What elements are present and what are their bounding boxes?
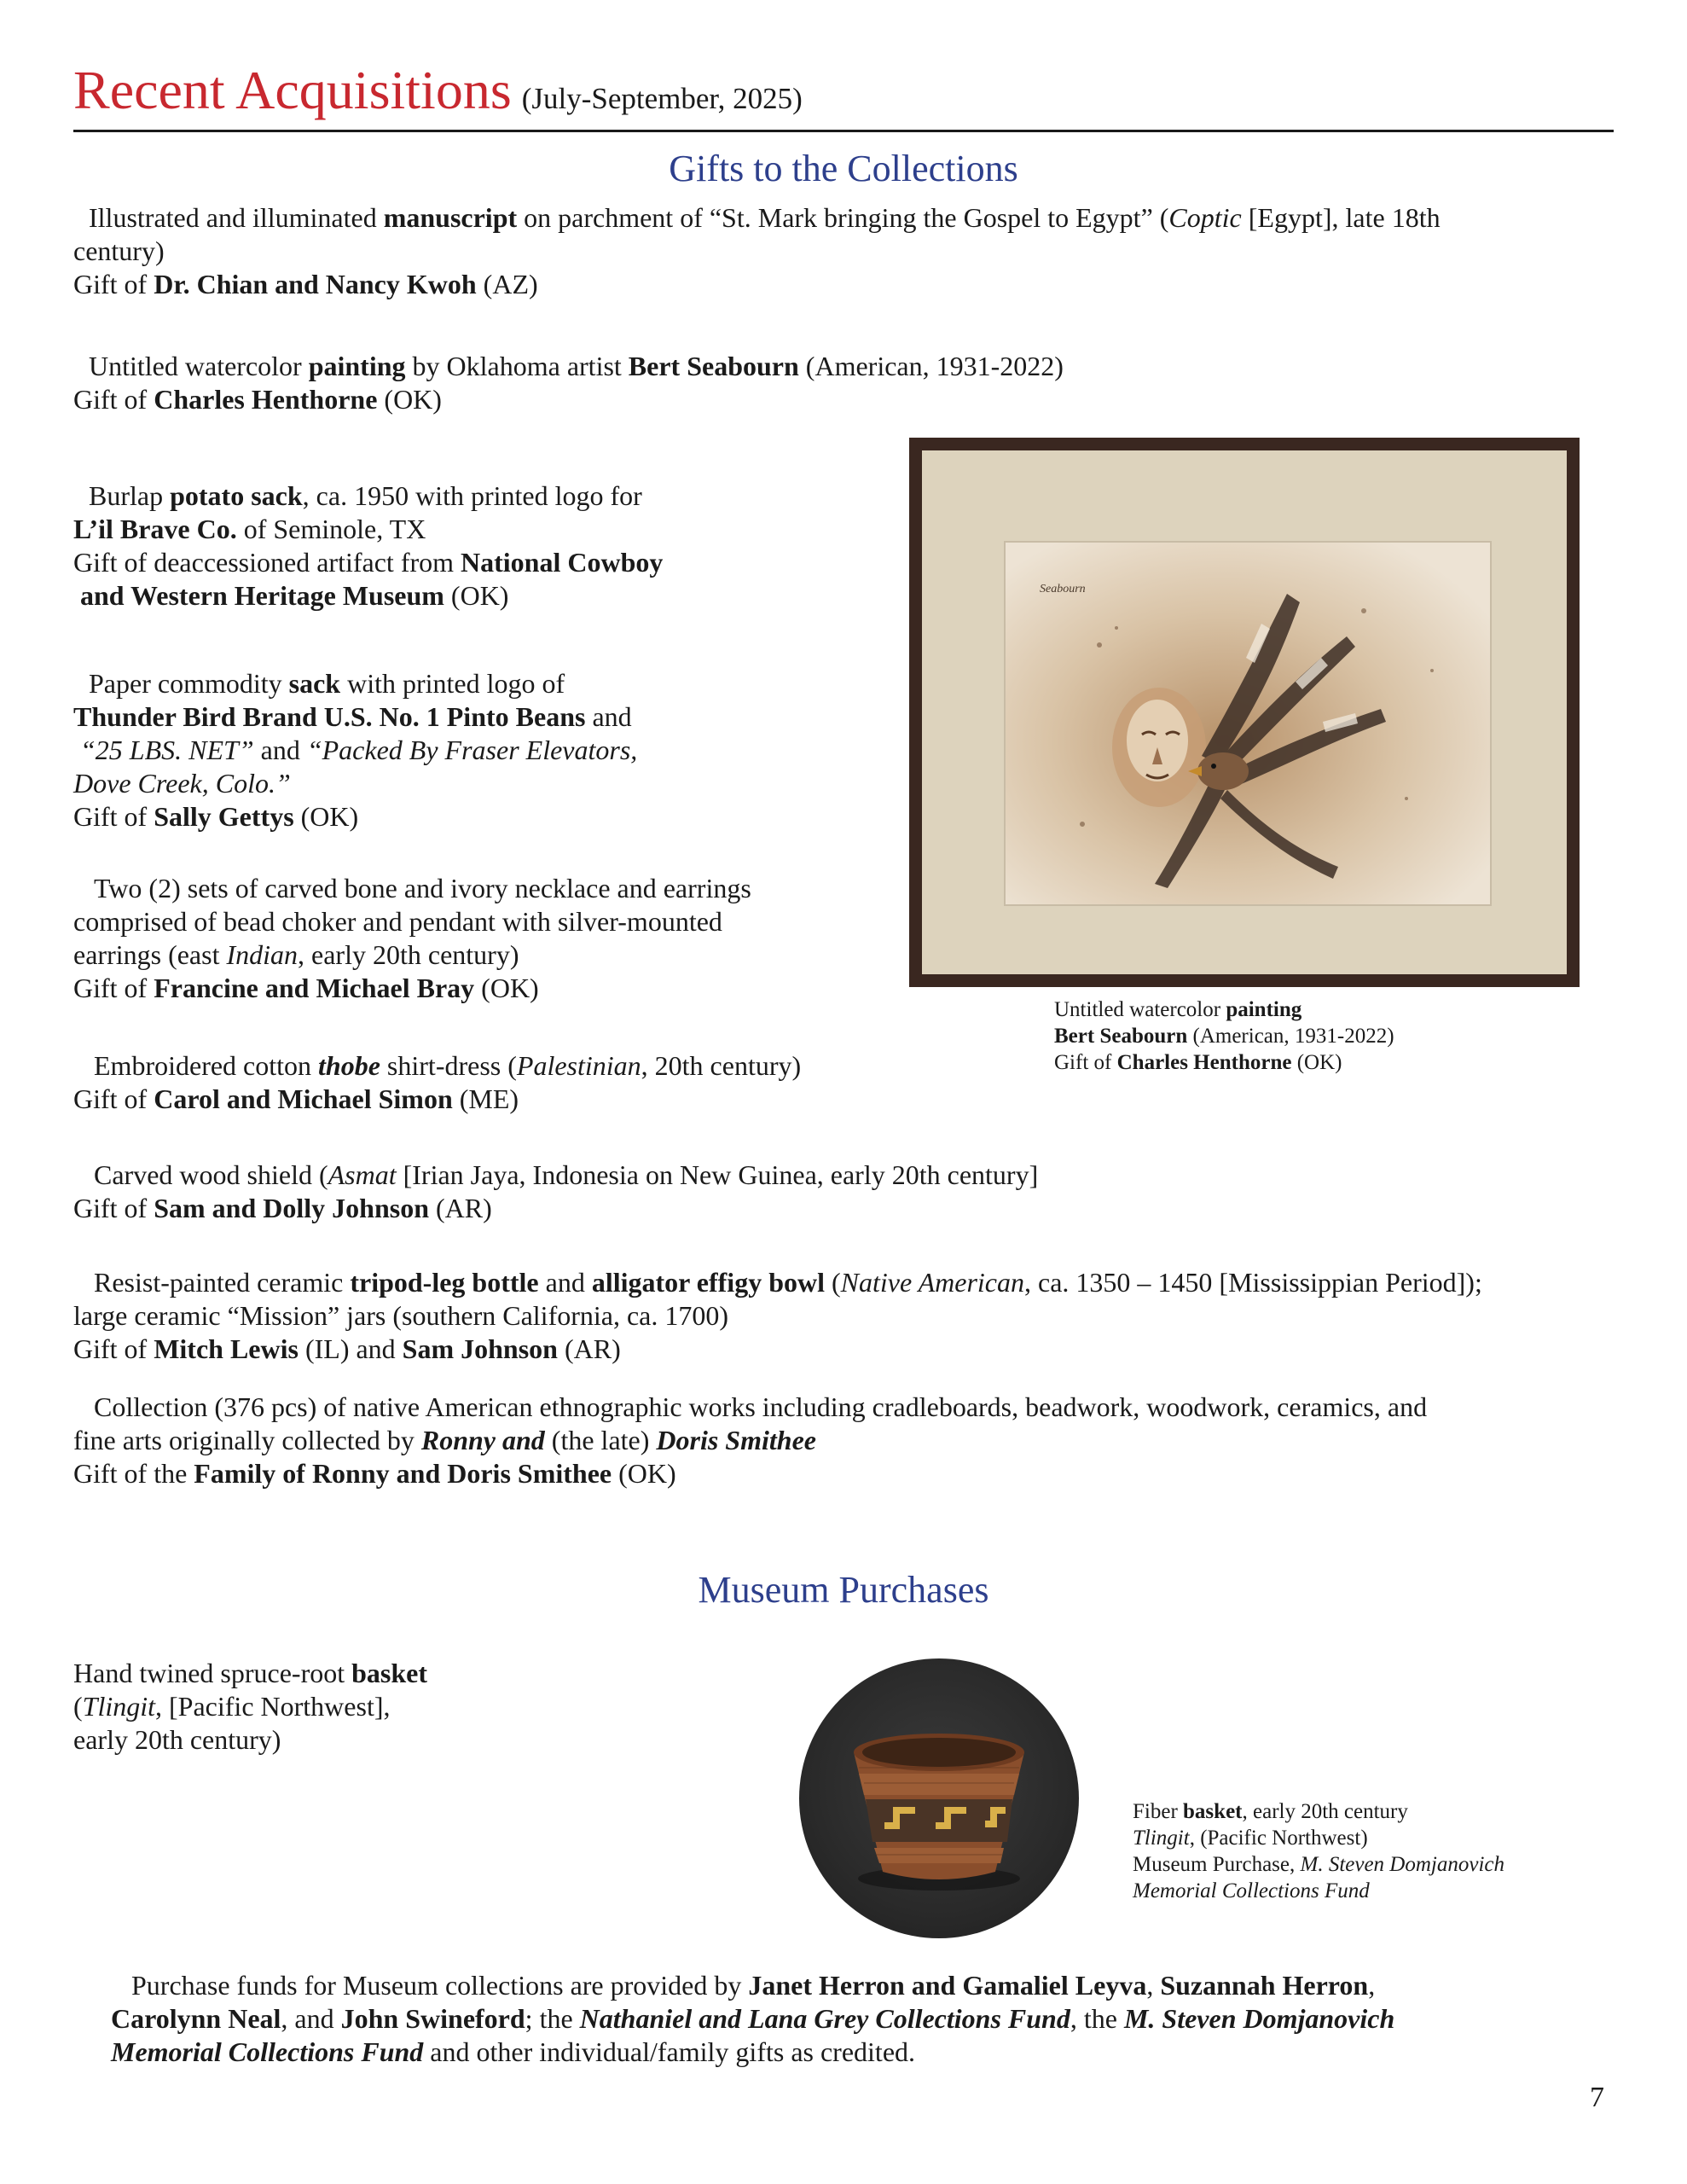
title-text: Recent Acquisitions: [73, 60, 512, 120]
gift-entry-smithee-collection: Collection (376 pcs) of native American ethnographic works including cradleboards, beadwork, woodwork, ceramics, and fine arts originally collected by Ronny and (the late) Doris Smithee Gift of the Family of Ronny and Doris Smithee (OK): [73, 1391, 1428, 1489]
watercolor-artwork: [1004, 541, 1492, 906]
purchases-heading: Museum Purchases: [698, 1569, 989, 1611]
gift-entry-thobe: Embroidered cotton thobe shirt-dress (Palestinian, 20th century) Gift of Carol and Michael Simon (ME): [73, 1050, 802, 1114]
gift-entry-manuscript: Illustrated and illuminated manuscript on parchment of “St. Mark bringing the Gospel to Egypt” (Coptic [Egypt], late 18th century) Gift of Dr. Chian and Nancy Kwoh (AZ): [73, 202, 1441, 299]
gift-entry-potato-sack: Burlap potato sack, ca. 1950 with printed logo for L’il Brave Co. of Seminole, TX Gift of deaccessioned artifact from National Cowboy and Western Heritage Museum (OK): [73, 480, 664, 611]
gift-entry-shield: Carved wood shield (Asmat [Irian Jaya, Indonesia on New Guinea, early 20th century] Gift of Sam and Dolly Johnson (AR): [73, 1159, 1039, 1223]
page-number: 7: [1590, 2082, 1604, 2113]
eagle-and-face-illustration: [1006, 543, 1490, 904]
gifts-heading: Gifts to the Collections: [669, 148, 1018, 189]
painting-caption: Untitled watercolor painting Bert Seabourn (American, 1931-2022) Gift of Charles Henthorne (OK): [1054, 998, 1394, 1074]
basket-caption: Fiber basket, early 20th century Tlingit, (Pacific Northwest) Museum Purchase, M. Steven Domjanovich Memorial Collections Fund: [1133, 1800, 1505, 1902]
page-title: [73, 60, 803, 120]
gift-entry-commodity-sack: Paper commodity sack with printed logo of Thunder Bird Brand U.S. No. 1 Pinto Beans and “25 LBS. NET” and “Packed By Fraser Elevators, Dove Creek, Colo.” Gift of Sally Gettys (OK): [73, 668, 638, 832]
gift-entry-watercolor: Untitled watercolor painting by Oklahoma artist Bert Seabourn (American, 1931-2022) Gift of Charles Henthorne (OK): [73, 351, 1064, 415]
artist-signature: Seabourn: [1040, 583, 1086, 595]
tlingit-basket-photo: [799, 1658, 1079, 1938]
gift-entry-ceramics: Resist-painted ceramic tripod-leg bottle and alligator effigy bowl (Native American, ca. 1350 – 1450 [Mississippian Period]); large ceramic “Mission” jars (southern California, ca. 1700) Gift of Mitch Lewis (IL) and Sam Johnson (AR): [73, 1267, 1482, 1364]
painting-mat: [922, 450, 1567, 974]
purchase-entry-basket: Hand twined spruce-root basket (Tlingit, [Pacific Northwest], early 20th century): [73, 1658, 428, 1755]
basket-illustration: [799, 1658, 1079, 1938]
gift-entry-necklace: Two (2) sets of carved bone and ivory necklace and earrings comprised of bead choker and pendant with silver-mounted earrings (east Indian, early 20th century) Gift of Francine and Michael Bray (OK): [73, 873, 751, 1003]
framed-watercolor-painting: [909, 438, 1580, 987]
purchase-funds-note: Purchase funds for Museum collections are provided by Janet Herron and Gamaliel Leyva, Suzannah Herron, Carolynn Neal, and John Swineford; the Nathaniel and Lana Grey Collections Fund, the M. Steven Domjanovich Memorial Collections Fund and other individual/family gifts as credited.: [111, 1970, 1395, 2067]
date-range: (July-September, 2025): [521, 82, 803, 115]
title-rule: [73, 130, 1614, 132]
